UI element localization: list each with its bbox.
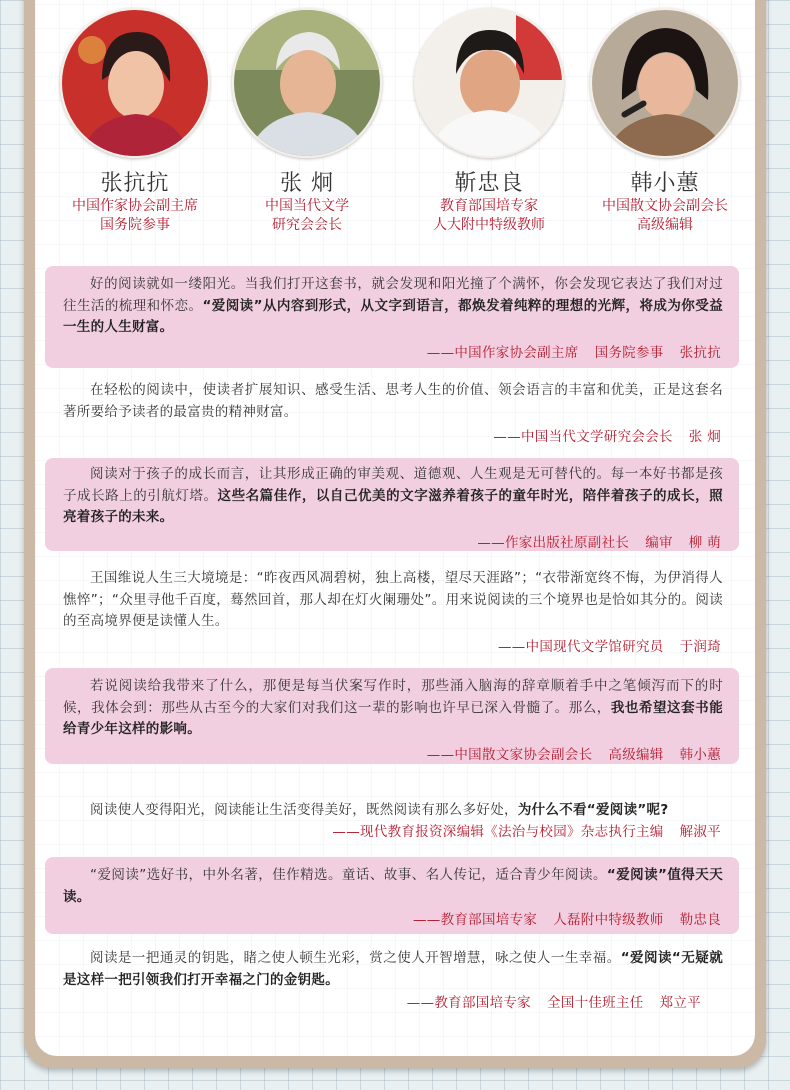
endorser-title: 教育部国培专家 [440, 198, 538, 214]
quote-block [45, 948, 739, 1018]
quote-signature: ——作家出版社原副社长 编审 柳 萌 [477, 534, 721, 551]
quote-text: 在轻松的阅读中，使读者扩展知识、感受生活、思考人生的价值、领会语言的丰富和优美，正是这套名著所要给予读者的最富贵的精神财富。 [63, 382, 723, 420]
quote-text: 阅读使人变得阳光，阅读能让生活变得美好，既然阅读有那么多好处，为什么不看“爱阅读”呢? [90, 802, 669, 818]
quote-text: 阅读对于孩子的成长而言，让其形成正确的审美观、道德观、人生观是无可替代的。每一本好书都是孩子成长路上的引航灯塔。这些名篇佳作，以自己优美的文字滋养着孩子的童年时光，陪伴着孩子的成长，照亮着孩子的未来。 [63, 466, 723, 525]
endorser-name: 张 炯 [280, 171, 334, 196]
quote-text: 若说阅读给我带来了什么，那便是每当伏案写作时，那些涌入脑海的辞章顺着手中之笔倾泻而下的时候，我体会到：那些从古至今的大家们对我们这一辈的影响也许早已深入骨髓了。那么，我也希望这套书能给青少年这样的影响。 [63, 678, 723, 737]
quote-text: “爱阅读”选好书，中外名著，佳作精选。童话、故事、名人传记，适合青少年阅读。“爱阅读”值得天天读。 [63, 867, 723, 905]
portrait-icon [592, 10, 738, 156]
quote-signature: ——现代教育报资深编辑《法治与校园》杂志执行主编 解淑平 [332, 823, 721, 840]
endorser-name: 张抗抗 [100, 171, 170, 196]
endorser-card [399, 0, 579, 235]
quote-signature: ——教育部国培专家 人磊附中特级教师 勒忠良 [412, 912, 721, 928]
quote-block [45, 266, 739, 368]
endorser-title: 中国散文协会副会长 [602, 198, 728, 214]
quote-block [45, 458, 739, 551]
portrait-icon [416, 10, 562, 156]
endorser-title: 中国当代文学 [265, 198, 349, 214]
quote-signature: ——教育部国培专家 全国十佳班主任 郑立平 [406, 995, 701, 1011]
quote-text: 好的阅读就如一缕阳光。当我们打开这套书，就会发现和阳光撞了个满怀，你会发现它表达了我们对过往生活的梳理和怀恋。“爱阅读”从内容到形式，从文字到语言，都焕发着纯粹的理想的光辉，将成为你受益一生的人生财富。 [63, 276, 724, 335]
endorser-name: 靳忠良 [454, 171, 524, 196]
quote-signature: ——中国现代文学馆研究员 于润琦 [497, 638, 721, 655]
quote-text: 阅读是一把通灵的钥匙，睹之使人顿生光彩，赏之使人开智增慧，咏之使人一生幸福。“爱阅读“无疑就是这样一把引领我们打开幸福之门的金钥匙。 [63, 950, 723, 988]
quote-block [45, 857, 739, 934]
quote-signature: ——中国散文家协会副会长 高级编辑 韩小蕙 [426, 746, 721, 763]
quote-block [45, 568, 739, 658]
quote-block [45, 378, 739, 448]
endorser-title: 人大附中特级教师 [433, 217, 545, 233]
portrait-icon [62, 10, 208, 156]
quote-emphasis: 我也希望这套书能给青少年这样的影响。 [63, 699, 723, 737]
endorser-card [45, 0, 225, 235]
endorser-title: 高级编辑 [637, 217, 693, 233]
portrait-icon [234, 10, 380, 156]
quote-text: 王国维说人生三大境境是：“昨夜西风凋碧树，独上高楼，望尽天涯路”；“衣带渐宽终不悔，为伊消得人憔悴”；“众里寻他千百度，蓦然回首，那人却在灯火阑珊处”。用来说阅读的三个境界也是恰如其分的。阅读的至高境界便是读懂人生。 [63, 570, 723, 629]
quote-emphasis: 为什么不看“爱阅读”呢? [517, 802, 669, 818]
avatar [60, 8, 210, 158]
endorser-title: 中国作家协会副主席 [72, 198, 198, 214]
endorser-card [575, 0, 755, 235]
quote-emphasis: “爱阅读”值得天天读。 [63, 867, 723, 905]
endorser-title: 国务院参事 [100, 217, 170, 233]
endorser-row [45, 0, 745, 240]
quote-block [45, 668, 739, 764]
quote-emphasis: “爱阅读”从内容到形式，从文字到语言，都焕发着纯粹的理想的光辉，将成为你受益一生的人生财富。 [63, 297, 724, 335]
endorser-title: 研究会会长 [272, 217, 342, 233]
quote-emphasis: 这些名篇佳作，以自己优美的文字滋养着孩子的童年时光，陪伴着孩子的成长，照亮着孩子的未来。 [63, 487, 723, 525]
quote-signature: ——中国当代文学研究会会长 张 炯 [493, 429, 721, 445]
avatar [590, 8, 740, 158]
avatar [414, 8, 564, 158]
quote-emphasis: “爱阅读“无疑就是这样一把引领我们打开幸福之门的金钥匙。 [63, 950, 723, 988]
avatar [232, 8, 382, 158]
endorser-name: 韩小蕙 [630, 171, 700, 196]
endorser-card [217, 0, 397, 235]
quote-signature: ——中国作家协会副主席 国务院参事 张抗抗 [426, 344, 721, 361]
quote-block [45, 800, 739, 846]
